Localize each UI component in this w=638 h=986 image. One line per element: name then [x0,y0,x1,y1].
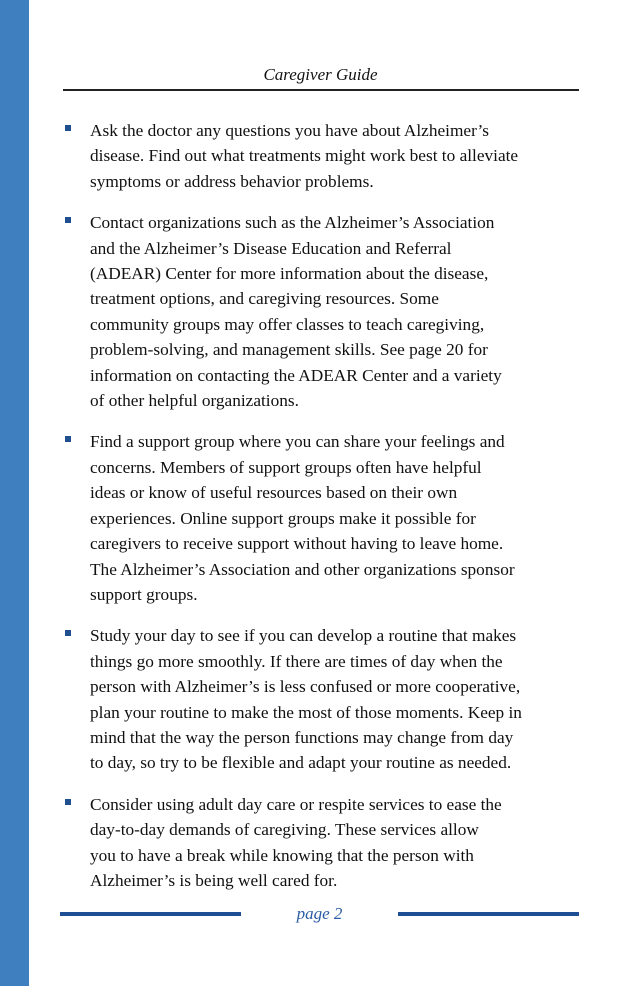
bullet-item-ask-doctor [63,118,583,194]
header-divider [63,89,579,91]
page-number: page 2 [296,904,343,923]
text-line: caregivers to receive support without having to leave home. [90,534,504,554]
text-line: experiences. Online support groups make it possible for [90,508,476,528]
page-header-title: Caregiver Guide [263,65,378,84]
footer-divider-left [60,912,241,916]
bullet-item-day-care [63,792,583,894]
sidebar-accent-bar [0,0,29,986]
bullet-list [63,118,583,909]
text-line: concerns. Members of support groups often have helpful [90,457,482,477]
text-line: of other helpful organizations. [90,391,299,411]
square-bullet-icon [65,125,71,131]
bullet-item-contact-organizations [63,210,583,413]
text-line: person with Alzheimer’s is less confused or more cooperative, [90,677,521,697]
text-line: (ADEAR) Center for more information about the disease, [90,264,489,284]
text-line: information on contacting the ADEAR Center and a variety [90,365,502,385]
bullet-item-routine [63,623,583,775]
text-line: disease. Find out what treatments might work best to alleviate [90,146,519,166]
bullet-item-support-group [63,429,583,607]
square-bullet-icon [65,799,71,805]
text-line: support groups. [90,584,198,604]
text-line: problem-solving, and management skills. See page 20 for [90,340,488,360]
text-line: you to have a break while knowing that the person with [90,845,474,865]
text-line: day-to-day demands of caregiving. These services allow [90,820,479,840]
text-line: mind that the way the person functions may change from day [90,727,514,747]
text-line: treatment options, and caregiving resources. Some [90,289,439,309]
text-line: The Alzheimer’s Association and other organizations sponsor [90,559,515,579]
text-line: things go more smoothly. If there are times of day when the [90,651,503,671]
square-bullet-icon [65,630,71,636]
square-bullet-icon [65,217,71,223]
footer-divider-right [398,912,579,916]
text-line: Consider using adult day care or respite services to ease the [90,794,502,814]
text-line: Study your day to see if you can develop a routine that makes [90,626,517,646]
text-line: Contact organizations such as the Alzheimer’s Association [90,213,495,233]
text-line: to day, so try to be flexible and adapt your routine as needed. [90,753,512,773]
text-line: symptoms or address behavior problems. [90,171,374,191]
text-line: plan your routine to make the most of those moments. Keep in [90,702,522,722]
text-line: and the Alzheimer’s Disease Education and Referral [90,238,452,258]
text-line: Find a support group where you can share your feelings and [90,432,505,452]
text-line: community groups may offer classes to teach caregiving, [90,314,485,334]
text-line: Ask the doctor any questions you have about Alzheimer’s [90,121,489,140]
text-line: Alzheimer’s is being well cared for. [90,870,338,890]
square-bullet-icon [65,436,71,442]
text-line: ideas or know of useful resources based on their own [90,483,458,503]
